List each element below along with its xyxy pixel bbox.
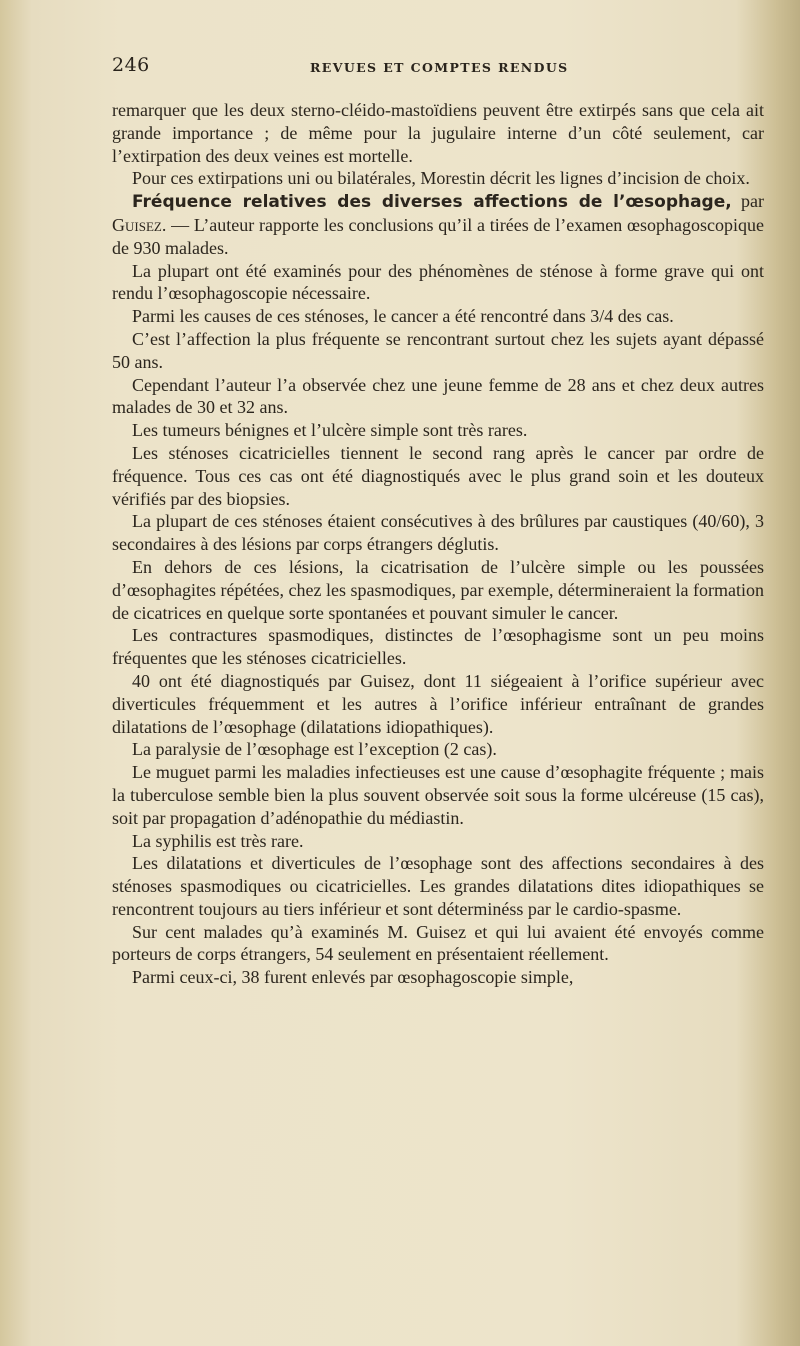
paragraph: La paralysie de l’œsophage est l’exception (2 cas). <box>132 739 497 760</box>
article-body <box>112 99 764 989</box>
paragraph: La plupart de ces sténoses étaient consécutives à des brûlures par caustiques (40/60), 3 secondaires à des lésions par corps étrangers déglutis. <box>112 511 764 555</box>
page-header <box>112 54 752 84</box>
paragraph: La plupart ont été examinés pour des phénomènes de sténose à forme grave qui ont rendu l’œsophagoscopie nécessaire. <box>112 260 764 304</box>
paragraph: remarquer que les deux sterno-cléido-mastoïdiens peuvent être extirpés sans que cela ait grande importance ; de même pour la jugulaire interne d’un côté seulement, car l’extirpation des deux veines est mortelle. <box>112 100 764 166</box>
paragraph: Le muguet parmi les maladies infectieuses est une cause d’œsophagite fréquente ; mais la tuberculose semble bien la plus souvent observée soit sous la forme ulcéreuse (15 cas), soit par propagation d’adénopathie du médiastin. <box>112 762 764 828</box>
paragraph: Les contractures spasmodiques, distinctes de l’œsophagisme sont un peu moins fréquentes que les sténoses cicatricielles. <box>112 625 764 669</box>
paragraph: Parmi ceux-ci, 38 furent enlevés par œsophagoscopie simple, <box>132 967 574 988</box>
paragraph: La syphilis est très rare. <box>132 830 304 851</box>
section-intro: — L’auteur rapporte les conclusions qu’il a tirées de l’examen œsophagoscopique de 930 malades. <box>112 214 764 258</box>
paragraph: Cependant l’auteur l’a observée chez une jeune femme de 28 ans et chez deux autres malades de 30 et 32 ans. <box>112 374 764 418</box>
section-author: Guisez. <box>112 214 167 235</box>
section-title: Fréquence relatives des diverses affections de l’œsophage, <box>132 192 732 213</box>
paragraph: 40 ont été diagnostiqués par Guisez, dont 11 siégeaient à l’orifice supérieur avec diverticules fréquemment et les autres à l’orifice inférieur entraînant de grandes dilatations de l’œsophage (dilatations idiopathiques). <box>112 670 764 737</box>
paragraph: En dehors de ces lésions, la cicatrisation de l’ulcère simple ou les poussées d’œsophagites répétées, chez les spasmodiques, par exemple, détermineraient la formation de cicatrices en quelque sorte spontanées et pouvant simuler le cancer. <box>112 556 764 623</box>
paragraph: Sur cent malades qu’à examinés M. Guisez et qui lui avaient été envoyés comme porteurs de corps étrangers, 54 seulement en présentaient réellement. <box>112 921 764 965</box>
paragraph: Les tumeurs bénignes et l’ulcère simple sont très rares. <box>132 420 528 441</box>
paragraph: Parmi les causes de ces sténoses, le cancer a été rencontré dans 3/4 des cas. <box>132 306 674 327</box>
paragraph: C’est l’affection la plus fréquente se rencontrant surtout chez les sujets ayant dépassé 50 ans. <box>112 328 764 372</box>
section-paragraph <box>112 190 764 259</box>
paragraph: Pour ces extirpations uni ou bilatérales, Morestin décrit les lignes d’incision de choix. <box>132 168 750 189</box>
page-number: 246 <box>112 54 150 76</box>
running-head: REVUES ET COMPTES RENDUS <box>310 60 569 75</box>
section-by: par <box>731 191 765 212</box>
paragraph: Les sténoses cicatricielles tiennent le second rang après le cancer par ordre de fréquence. Tous ces cas ont été diagnostiqués avec le plus grand soin et les douteux vérifiés par des biopsies. <box>112 442 764 509</box>
paragraph: Les dilatations et diverticules de l’œsophage sont des affections secondaires à des sténoses spasmodiques ou cicatricielles. Les grandes dilatations dites idiopathiques se rencontrent toujours au tiers inférieur et sont déterminéss par le cardio-spasme. <box>112 853 764 919</box>
